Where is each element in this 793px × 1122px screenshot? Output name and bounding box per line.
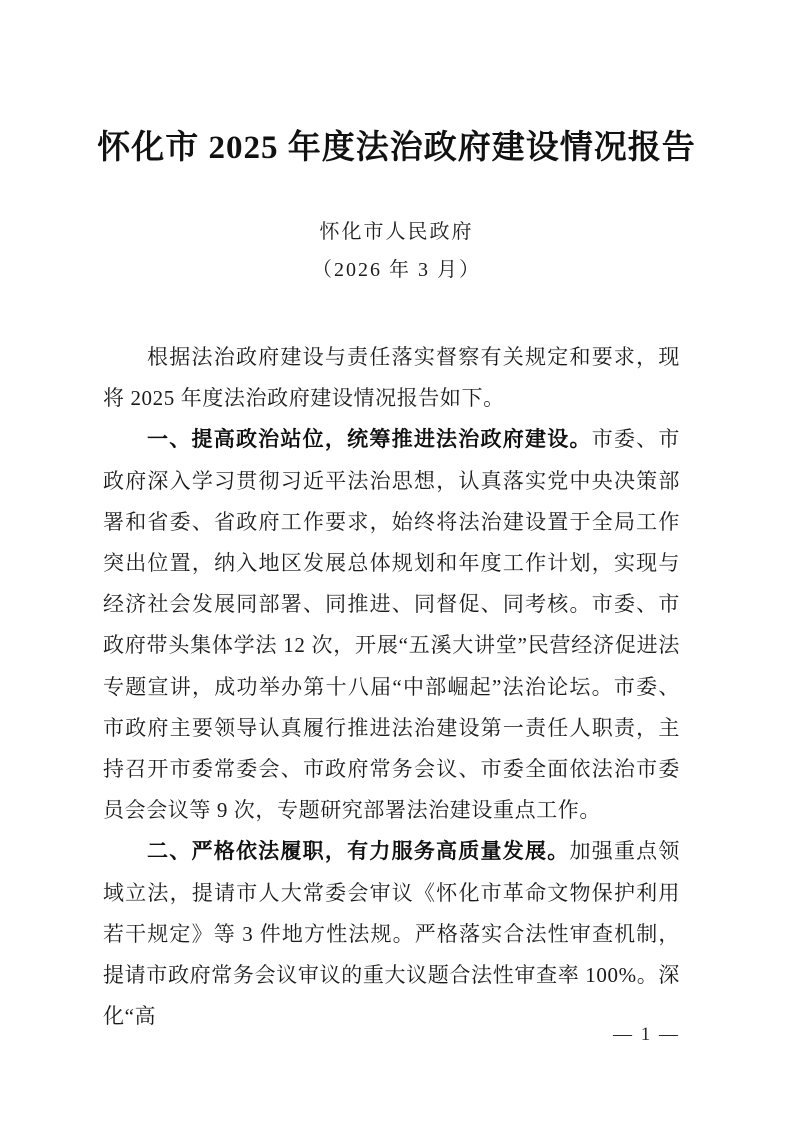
paragraph-text: 根据法治政府建设与责任落实督察有关规定和要求，现将 2025 年度法治政府建设情况报告如下。 (103, 345, 680, 411)
document-title: 怀化市 2025 年度法治政府建设情况报告 (97, 130, 696, 166)
section-heading: 二、严格依法履职，有力服务高质量发展。 (147, 840, 570, 864)
paragraph-text: 市委、市政府深入学习贯彻习近平法治思想，认真落实党中央决策部署和省委、省政府工作要求，始终将法治建设置于全局工作突出位置，纳入地区发展总体规划和年度工作计划，实现与经济社会发展同部署、同推进、同督促、同考核。市委、市政府带头集体学法 12 次，开展“五溪大讲堂”民营经济促进法专题宣讲，成功举办第十八届“中部崛起”法治论坛。市委、市政府主要领导认真履行推进法治建设第一责任人职责，主持召开市委常委会、市政府常务会议、市委全面依法治市委员会会议等 9 次，专题研究部署法治建设重点工作。 (103, 427, 681, 823)
paragraph (103, 419, 680, 831)
section-heading: 一、提高政治站位，统筹推进法治政府建设。 (147, 428, 592, 452)
document-author: 怀化市人民政府 (319, 221, 474, 243)
paragraph-text: 加强重点领域立法，提请市人大常委会审议《怀化市革命文物保护利用若干规定》等 3 件地方性法规。严格落实合法性审查机制，提请市政府常务会议审议的重大议题合法性审查率 100%。深化“高 (103, 839, 681, 1029)
paragraph (103, 337, 680, 419)
page-number: — 1 — (613, 1024, 680, 1045)
paragraph (103, 831, 680, 1037)
document-date: （2026 年 3 月） (312, 259, 481, 281)
document-body (103, 337, 680, 1037)
